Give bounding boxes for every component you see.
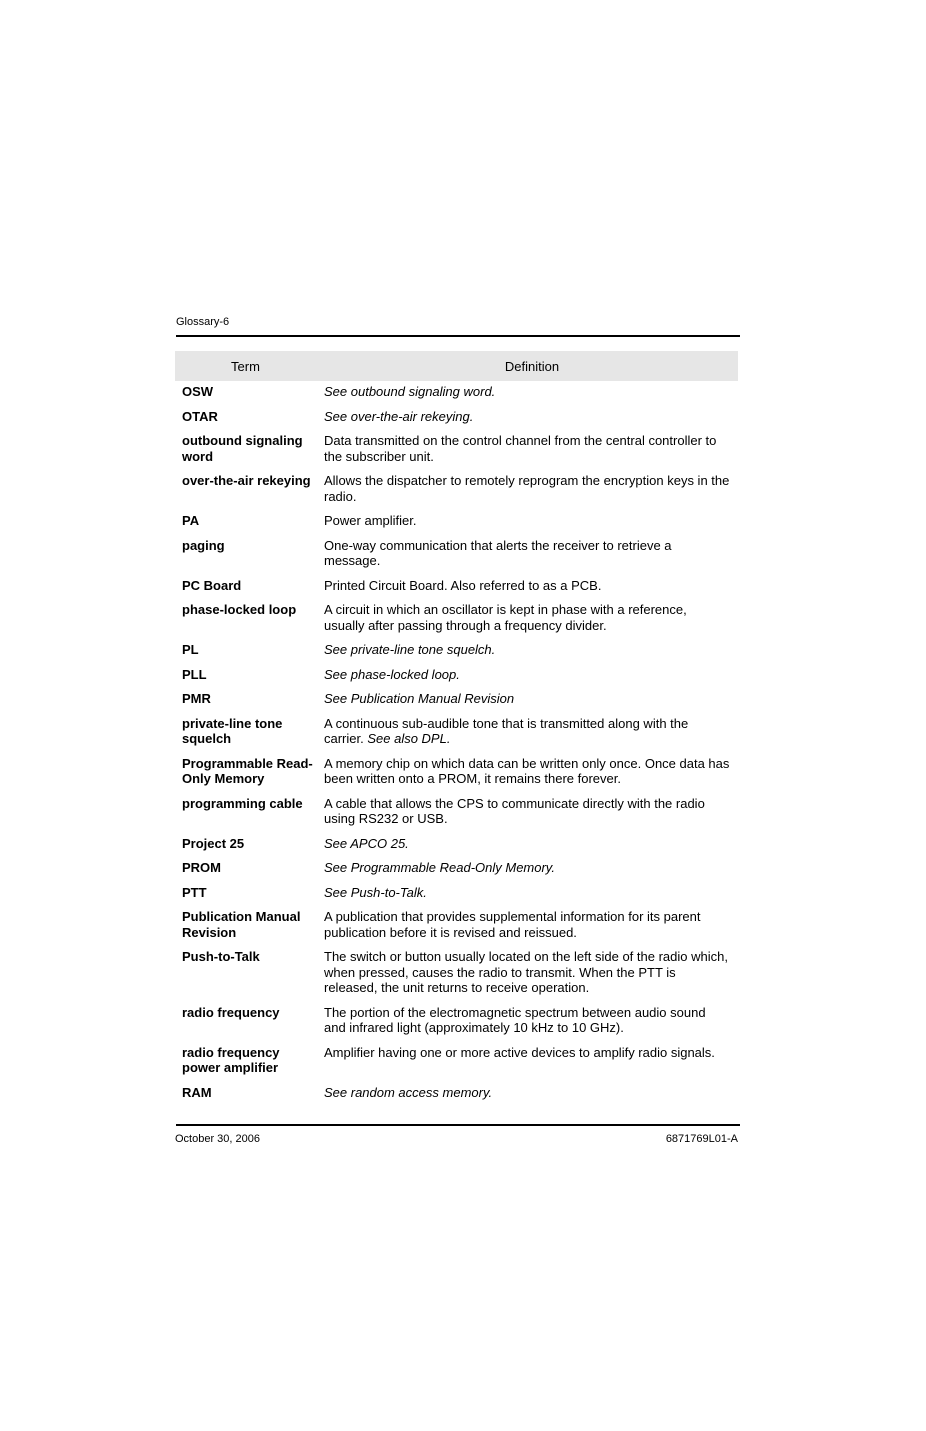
page-label: Glossary-6 — [176, 316, 230, 328]
definition-text: Printed Circuit Board. Also referred to as a PCB. — [324, 577, 602, 593]
glossary-term: outbound signaling word — [182, 433, 303, 464]
definition-text: See over-the-air rekeying. — [324, 408, 474, 424]
table-row — [175, 691, 738, 707]
footer-date: October 30, 2006 — [175, 1133, 261, 1145]
table-body — [175, 381, 738, 1100]
table-row — [175, 473, 738, 504]
footer-doc-number: 6871769L01-A — [665, 1133, 738, 1145]
table-row — [175, 409, 738, 425]
footer-rule — [176, 1124, 740, 1126]
definition-text: A memory chip on which data can be written only once. Once data has been written onto a PROM, it remains there forever. — [324, 755, 730, 786]
glossary-term: RAM — [182, 1084, 212, 1100]
definition-text: See APCO 25. — [324, 835, 409, 851]
definition-text: See random access memory. — [324, 1084, 493, 1100]
glossary-term: PC Board — [182, 577, 242, 593]
definition-text: A continuous sub-audible tone that is transmitted along with the carrier. — [324, 715, 689, 746]
glossary-definition — [317, 1085, 738, 1101]
table-row — [175, 716, 738, 747]
definition-text: The switch or button usually located on the left side of the radio which, when pressed, causes the radio to transmit. When the PTT is released, the unit returns to receive operation. — [324, 949, 728, 995]
table-header — [175, 351, 738, 381]
glossary-definition — [317, 667, 738, 683]
definition-text: See also DPL. — [367, 731, 451, 746]
table-row — [175, 885, 738, 901]
glossary-definition — [317, 796, 738, 827]
glossary-term: phase-locked loop — [182, 602, 297, 617]
glossary-term: PMR — [182, 691, 211, 706]
definition-text: See Publication Manual Revision — [324, 691, 515, 706]
glossary-term: radio frequency — [182, 1004, 280, 1020]
table-row — [175, 384, 738, 400]
glossary-definition — [317, 860, 738, 876]
glossary-definition — [317, 836, 738, 852]
table-row — [175, 1005, 738, 1036]
glossary-term: OSW — [182, 384, 214, 399]
table-row — [175, 667, 738, 683]
table-row — [175, 642, 738, 658]
table-row — [175, 949, 738, 996]
glossary-term: Programmable Read-Only Memory — [182, 755, 313, 786]
definition-text: One-way communication that alerts the receiver to retrieve a message. — [324, 537, 672, 568]
glossary-term: Publication Manual Revision — [182, 909, 301, 940]
glossary-definition — [317, 578, 738, 594]
glossary-term: over-the-air rekeying — [182, 473, 311, 488]
glossary-term: paging — [182, 537, 225, 553]
glossary-term: private-line tone squelch — [182, 715, 283, 746]
glossary-definition — [317, 602, 738, 633]
glossary-definition — [317, 909, 738, 940]
definition-text: Amplifier having one or more active devices to amplify radio signals. — [324, 1044, 715, 1060]
column-header-term: Term — [231, 358, 260, 374]
glossary-term: PLL — [182, 666, 207, 682]
table-row — [175, 756, 738, 787]
table-row — [175, 538, 738, 569]
glossary-definition — [317, 756, 738, 787]
glossary-definition — [317, 538, 738, 569]
glossary-definition — [317, 384, 738, 400]
definition-text: See phase-locked loop. — [324, 666, 460, 682]
definition-text: See Programmable Read-Only Memory. — [324, 860, 555, 875]
table-row — [175, 602, 738, 633]
definition-text: A publication that provides supplemental information for its parent publication before it is revised and reissued. — [324, 909, 701, 940]
glossary-term: PL — [182, 642, 199, 657]
definition-text: See private-line tone squelch. — [324, 642, 496, 657]
table-row — [175, 1045, 738, 1076]
glossary-definition — [317, 642, 738, 658]
definition-text: See Push-to-Talk. — [324, 884, 427, 900]
definition-text: A cable that allows the CPS to communicate directly with the radio using RS232 or USB. — [324, 795, 705, 826]
glossary-term: PROM — [182, 860, 221, 875]
glossary-term: OTAR — [182, 408, 218, 424]
glossary-term: PTT — [182, 884, 207, 900]
table-row — [175, 1085, 738, 1101]
table-row — [175, 860, 738, 876]
glossary-definition — [317, 513, 738, 529]
glossary-definition — [317, 885, 738, 901]
glossary-definition — [317, 1045, 738, 1076]
glossary-term: Push-to-Talk — [182, 949, 260, 964]
header-rule — [176, 335, 740, 337]
glossary-term: programming cable — [182, 795, 303, 811]
definition-text: Power amplifier. — [324, 513, 417, 528]
table-row — [175, 578, 738, 594]
definition-text: See outbound signaling word. — [324, 384, 496, 399]
glossary-definition — [317, 691, 738, 707]
table-row — [175, 909, 738, 940]
glossary-term: PA — [182, 513, 200, 528]
glossary-definition — [317, 473, 738, 504]
table-row — [175, 836, 738, 852]
definition-text: A circuit in which an oscillator is kept in phase with a reference, usually after passing through a frequency divider. — [324, 602, 687, 633]
glossary-definition — [317, 949, 738, 996]
column-header-definition: Definition — [504, 358, 560, 374]
glossary-definition — [317, 433, 738, 464]
glossary-definition — [317, 409, 738, 425]
table-row — [175, 513, 738, 529]
definition-text: Allows the dispatcher to remotely reprogram the encryption keys in the radio. — [324, 473, 730, 504]
glossary-definition — [317, 716, 738, 747]
table-row — [175, 433, 738, 464]
table-row — [175, 796, 738, 827]
glossary-table — [175, 351, 738, 1109]
glossary-term: radio frequency power amplifier — [182, 1044, 280, 1075]
glossary-definition — [317, 1005, 738, 1036]
glossary-term: Project 25 — [182, 835, 245, 851]
definition-text: The portion of the electromagnetic spectrum between audio sound and infrared light (approximately 10 kHz to 10 GHz). — [324, 1004, 706, 1035]
definition-text: Data transmitted on the control channel from the central controller to the subscriber unit. — [324, 433, 717, 464]
